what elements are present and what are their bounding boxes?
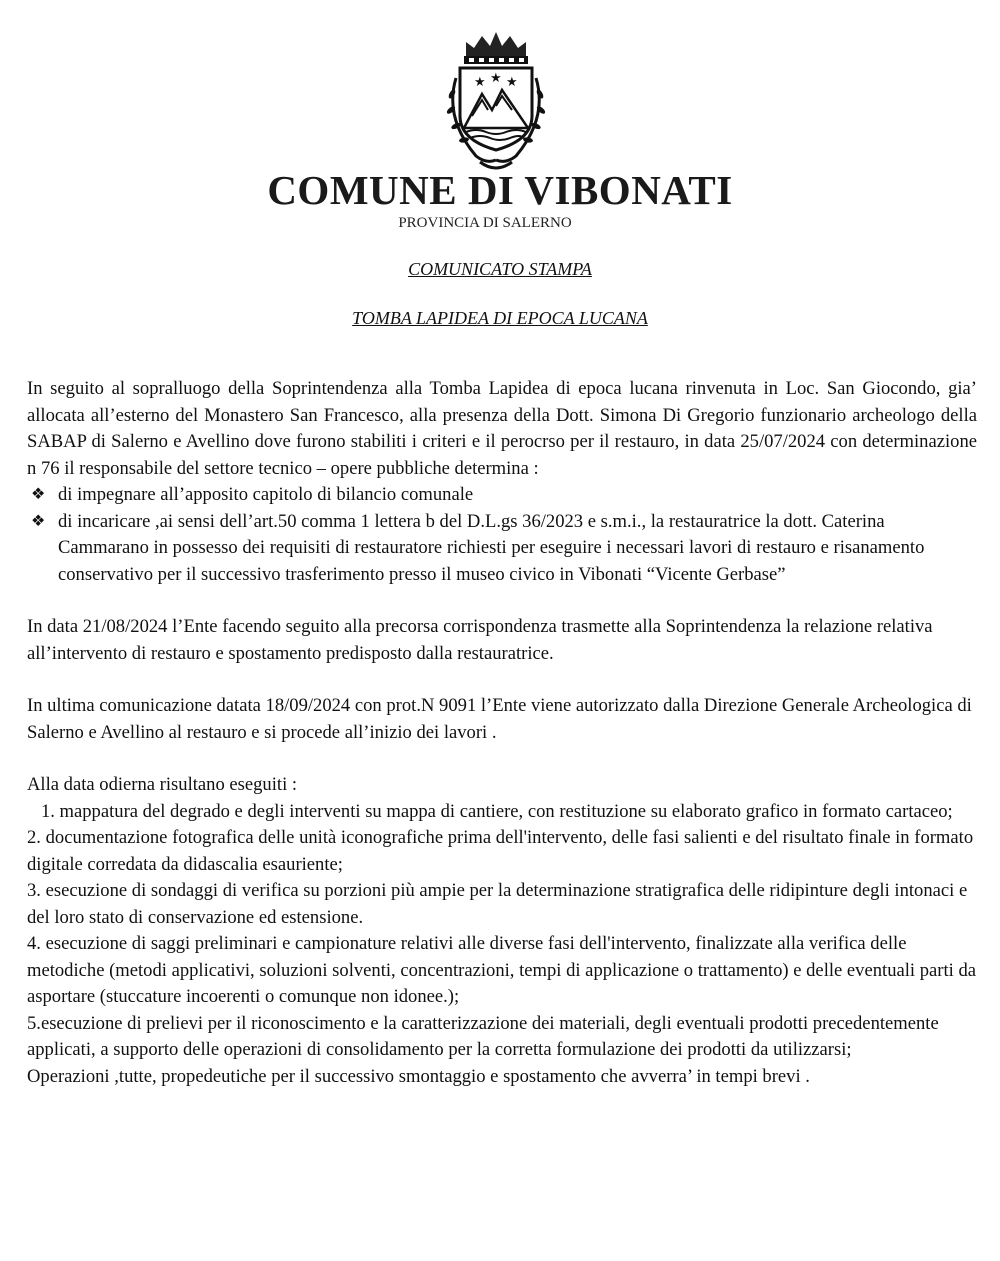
- closing-paragraph: Operazioni ,tutte, propedeutiche per il successivo smontaggio e spostamento che avverra’ in tempi brevi .: [27, 1065, 810, 1087]
- list-item: 2. documentazione fotografica delle unità iconografiche prima dell'intervento, delle fasi salienti e del risultato finale in formato digitale corredata da didascalia esauriente;: [27, 827, 974, 875]
- document-body: [27, 376, 977, 1090]
- municipal-coat-of-arms-icon: [436, 28, 556, 178]
- municipality-title: COMUNE DI VIBONATI: [267, 167, 733, 213]
- svg-text:★: ★: [506, 74, 518, 89]
- list-item: 3. esecuzione di sondaggi di verifica su porzioni più ampie per la determinazione stratigrafica delle ridipinture degli intonaci e del loro stato di conservazione ed estensione.: [27, 880, 968, 928]
- list-item: 4. esecuzione di saggi preliminari e campionature relativi alle diverse fasi dell'intervento, finalizzate alla verifica delle metodiche (metodi applicativi, soluzioni solventi, concentrazioni, tempi di applicazione o trattamento) e delle eventuali parti da asportare (stuccature incoerenti o comunque non idonee.);: [27, 933, 976, 1007]
- diamond-bullet-icon: ❖: [31, 486, 46, 503]
- svg-text:★: ★: [474, 74, 486, 89]
- list-item: 1. mappatura del degrado e degli interventi su mappa di cantiere, con restituzione su elaborato grafico in formato cartaceo;: [27, 800, 953, 822]
- subject-heading: TOMBA LAPIDEA DI EPOCA LUCANA: [352, 308, 648, 328]
- list-item: ❖ di incaricare ,ai sensi dell’art.50 comma 1 lettera b del D.L.gs 36/2023 e s.m.i., la restauratrice la dott. Caterina Cammarano in possesso dei requisiti di restauratore richiesti per eseguire i necessari lavori di restauro e risanamento conservativo per il successivo trasferimento presso il museo civico in Vibonati “Vicente Gerbase”: [31, 510, 925, 585]
- svg-text:★: ★: [490, 70, 502, 85]
- province-subtitle: PROVINCIA DI SALERNO: [398, 215, 572, 231]
- list-item: ❖ di impegnare all’apposito capitolo di bilancio comunale: [27, 482, 977, 509]
- intro-paragraph: In seguito al sopralluogo della Soprintendenza alla Tomba Lapidea di epoca lucana rinvenuta in Loc. San Giocondo, gia’ allocata all’esterno del Monastero San Francesco, alla presenza della Dott. Simona Di Gregorio funzionario archeologo della SABAP di Salerno e Avellino dove furono stabiliti i criteri e il perocrso per il restauro, in data 25/07/2024 con determinazione n 76 il responsabile del settore tecnico – opere pubbliche determina :: [27, 378, 977, 479]
- works-intro: Alla data odierna risultano eseguiti :: [27, 774, 298, 795]
- list-item: 5.esecuzione di prelievi per il riconoscimento e la caratterizzazione dei materiali, degli eventuali prodotti precedentemente applicati, a supporto delle operazioni di consolidamento per la corretta formulazione dei prodotti da utilizzarsi;: [27, 1012, 939, 1060]
- determination-list: [27, 482, 977, 588]
- transmission-paragraph: In data 21/08/2024 l’Ente facendo seguito alla precorsa corrispondenza trasmette alla Soprintendenza la relazione relativa all’intervento di restauro e spostamento predisposto dalla restauratrice.: [27, 616, 933, 664]
- diamond-bullet-icon: ❖: [31, 512, 46, 530]
- communique-heading: COMUNICATO STAMPA: [408, 259, 592, 279]
- authorization-paragraph: In ultima comunicazione datata 18/09/2024 con prot.N 9091 l’Ente viene autorizzato dalla Direzione Generale Archeologica di Salerno e Avellino al restauro e si procede all’inizio dei lavori .: [27, 695, 972, 743]
- works-list: [27, 799, 977, 1064]
